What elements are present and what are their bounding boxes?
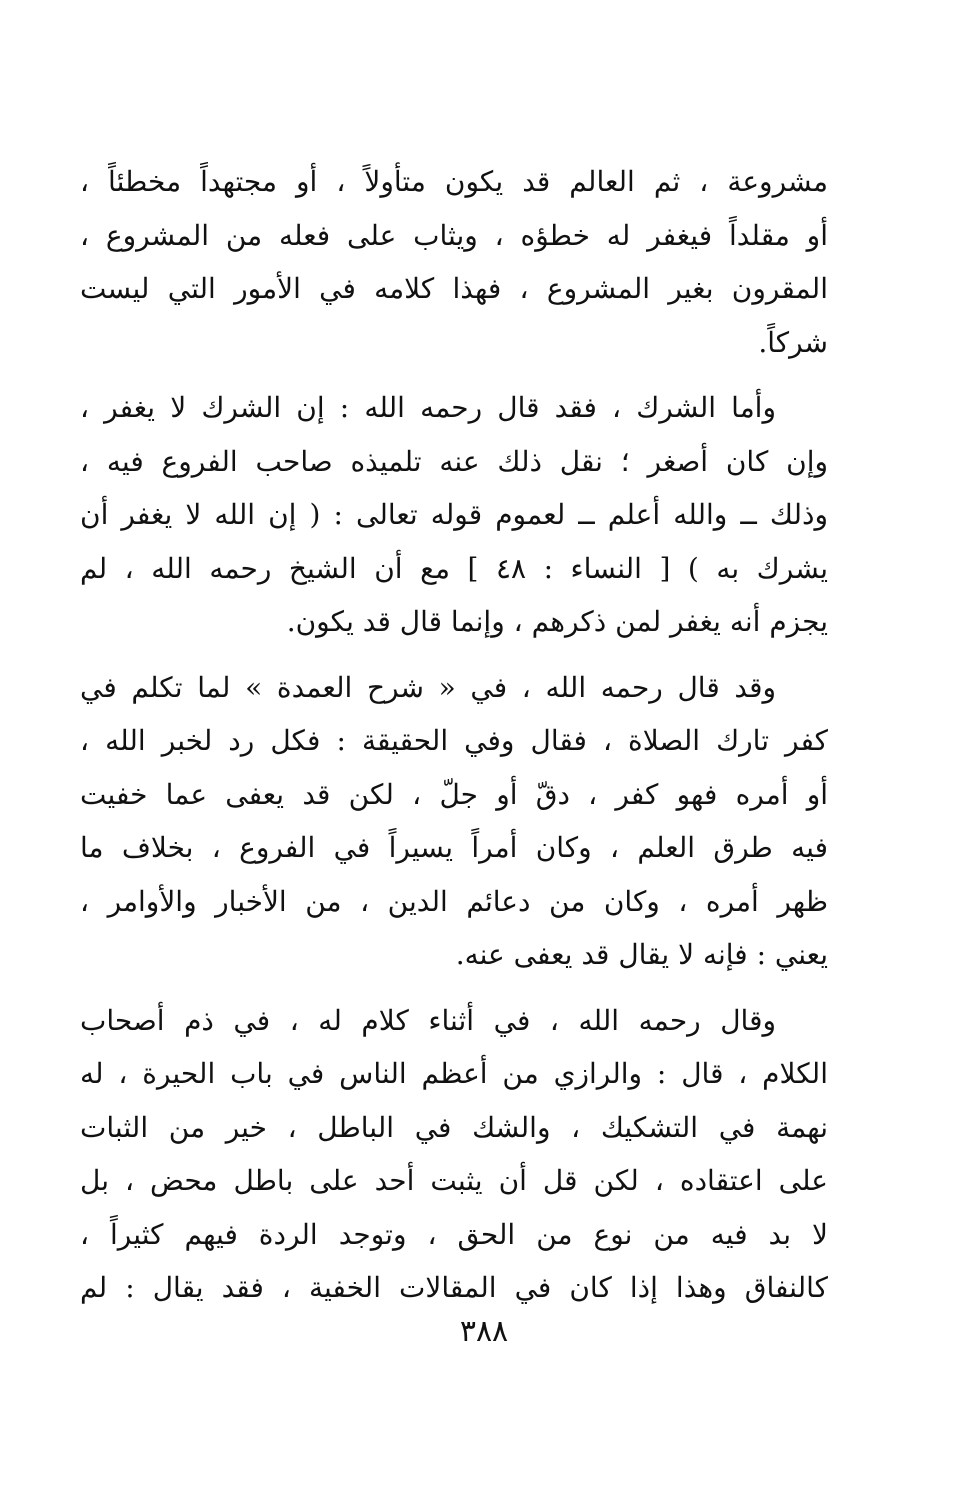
text-line: وذلك ــ والله أعلم ــ لعموم قوله تعالى : ( إن الله لا يغفر أن <box>80 498 828 531</box>
text-line: مشروعة ، ثم العالم قد يكون متأولاً ، أو مجتهداً مخطئاً ، <box>80 165 828 198</box>
paragraph-2 <box>80 381 828 649</box>
page-body <box>80 155 828 1315</box>
text-line: وقد قال رحمه الله ، في « شرح العمدة » لما تكلم في <box>80 670 776 704</box>
text-line: يجزم أنه يغفر لمن ذكرهم ، وإنما قال قد يكون. <box>286 605 828 638</box>
text-line: وأما الشرك ، فقد قال رحمه الله : إن الشرك لا يغفر ، <box>80 391 776 424</box>
text-line: المقرون بغير المشروع ، فهذا كلامه في الأمور التي ليست <box>80 272 828 305</box>
text-line: يعني : فإنه لا يقال قد يعفى عنه. <box>455 938 828 971</box>
text-line: أو أمره فهو كفر ، دقّ أو جلّ ، لكن قد يعفى عما خفيت <box>80 777 828 811</box>
paragraph-3 <box>80 661 828 982</box>
text-line: كالنفاق وهذا إذا كان في المقالات الخفية ، فقد يقال : لم <box>80 1271 828 1304</box>
text-line: يشرك به ) [ النساء : ٤٨ ] مع أن الشيخ رحمه الله ، لم <box>80 551 828 585</box>
text-line: وقال رحمه الله ، في أثناء كلام له ، في ذم أصحاب <box>80 1003 776 1037</box>
page-number: ٣٨٨ <box>459 1314 509 1349</box>
paragraph-4 <box>80 994 828 1315</box>
text-line: كفر تارك الصلاة ، فقال وفي الحقيقة : فكل رد لخبر الله ، <box>80 724 828 757</box>
text-line: على اعتقاده ، لكن قل أن يثبت أحد على باطل محض ، بل <box>80 1164 828 1197</box>
paragraph-1 <box>80 155 828 369</box>
text-line: أو مقلداً فيغفر له خطؤه ، ويثاب على فعله من المشروع ، <box>80 218 828 252</box>
text-line: نهمة في التشكيك ، والشك في الباطل ، خير من الثبات <box>80 1110 828 1144</box>
text-line: فيه طرق العلم ، وكان أمراً يسيراً في الفروع ، بخلاف ما <box>80 831 828 864</box>
text-line: ظهر أمره ، وكان من دعائم الدين ، من الأخبار والأوامر ، <box>80 884 828 918</box>
text-line: شركاً. <box>758 325 828 359</box>
text-line: الكلام ، قال : والرازي من أعظم الناس في باب الحيرة ، له <box>80 1057 828 1090</box>
text-line: وإن كان أصغر ؛ نقل ذلك عنه تلميذه صاحب الفروع فيه ، <box>80 444 828 478</box>
text-line: لا بد فيه من نوع من الحق ، وتوجد الردة فيهم كثيراً ، <box>80 1217 828 1251</box>
